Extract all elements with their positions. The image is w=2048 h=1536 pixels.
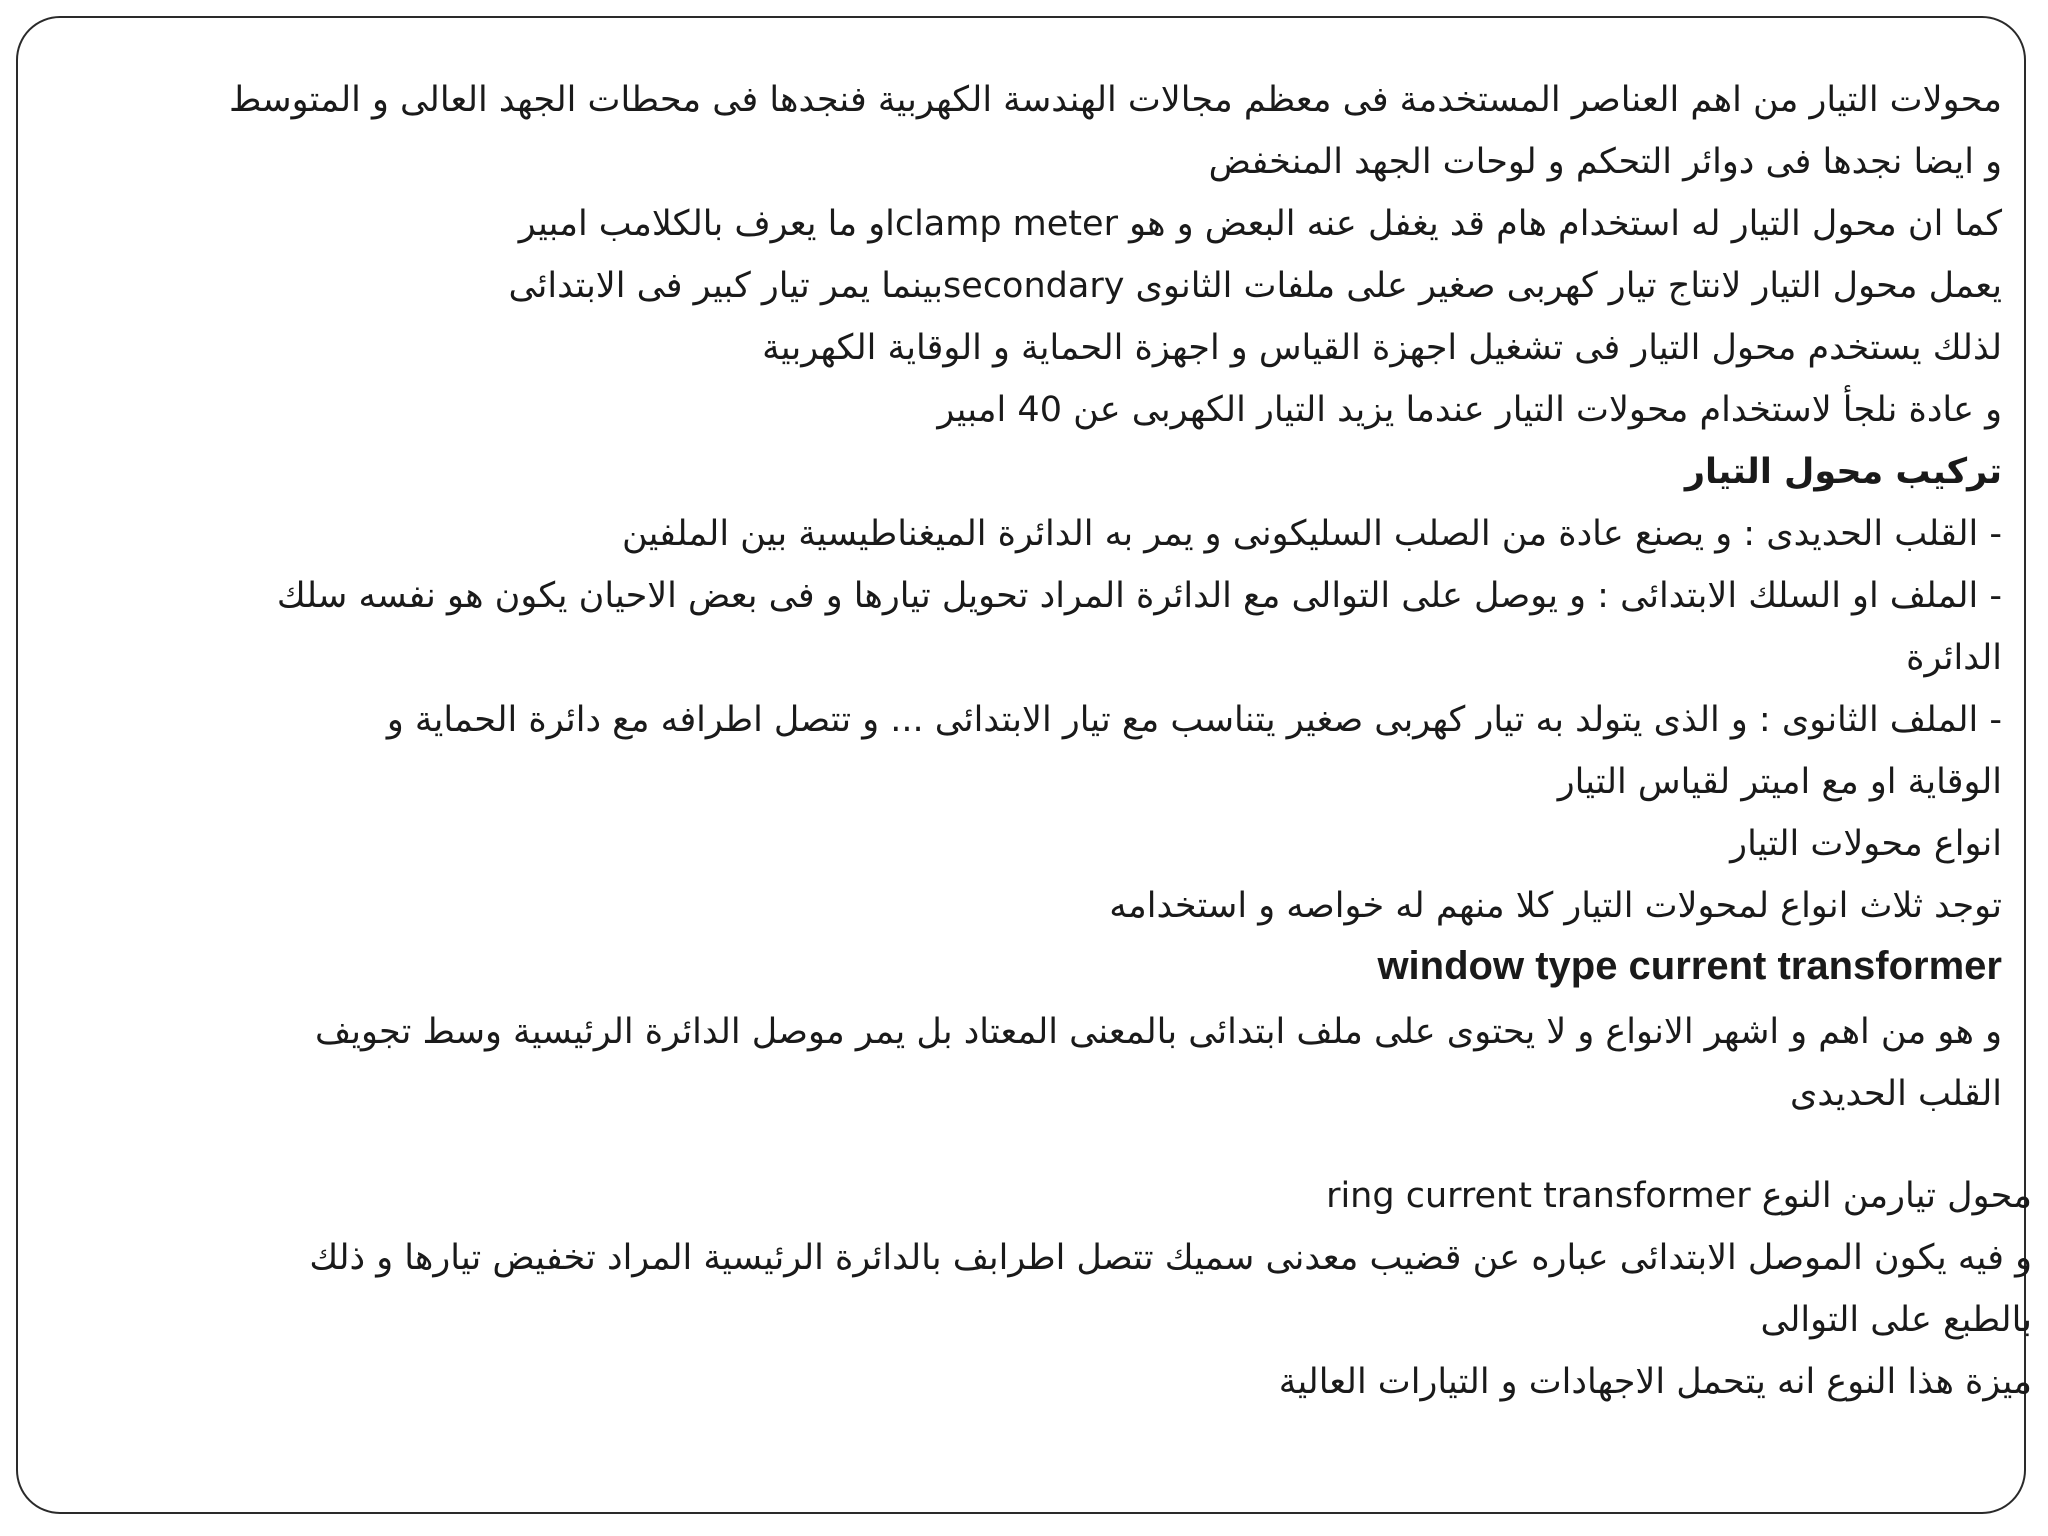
type-heading-window: window type current transformer [1377, 944, 2002, 988]
paragraph-line: و فيه يكون الموصل الابتدائى عباره عن قضيب معدنى سميك تتصل اطرابف بالدائرة الرئيسية المراد تخفيض تيارها و ذلك [309, 1238, 2032, 1278]
paragraph-line: ميزة هذا النوع انه يتحمل الاجهادات و التيارات العالية [1278, 1362, 2032, 1402]
paragraph-line: و هو من اهم و اشهر الانواع و لا يحتوى على ملف ابتدائى بالمعنى المعتاد بل يمر موصل الدائرة الرئيسية وسط تجويف [314, 1012, 2002, 1052]
list-item: - الملف او السلك الابتدائى : و يوصل على التوالى مع الدائرة المراد تحويل تيارها و فى بعض الاحيان يكون هو نفسه سلك [276, 576, 2002, 616]
list-item-continuation: الدائرة [1906, 638, 2002, 678]
paragraph-line: لذلك يستخدم محول التيار فى تشغيل اجهزة القياس و اجهزة الحماية و الوقاية الكهربية [762, 328, 2002, 368]
paragraph-line: القلب الحديدى [1789, 1074, 2002, 1114]
list-item: - الملف الثانوى : و الذى يتولد به تيار كهربى صغير يتناسب مع تيار الابتدائى ... و تتصل اطرافه مع دائرة الحماية و [386, 700, 2002, 740]
paragraph-line: و ايضا نجدها فى دوائر التحكم و لوحات الجهد المنخفض [1208, 142, 2002, 182]
paragraph-line: يعمل محول التيار لانتاج تيار كهربى صغير على ملفات الثانوى secondaryبينما يمر تيار كبير فى الابتدائى [508, 266, 2002, 306]
paragraph-line: توجد ثلاث انواع لمحولات التيار كلا منهم له خواصه و استخدامه [1109, 886, 2002, 926]
paragraph-line: كما ان محول التيار له استخدام هام قد يغفل عنه البعض و هو clamp meterاو ما يعرف بالكلامب امبير [518, 204, 2002, 244]
paragraph-line: بالطبع على التوالى [1760, 1300, 2032, 1340]
paragraph-line: محولات التيار من اهم العناصر المستخدمة فى معظم مجالات الهندسة الكهربية فنجدها فى محطات الجهد العالى و المتوسط [229, 80, 2002, 120]
subheading: انواع محولات التيار [1730, 824, 2002, 864]
paragraph-line: و عادة نلجأ لاستخدام محولات التيار عندما يزيد التيار الكهربى عن 40 امبير [937, 390, 2002, 430]
list-item: - القلب الحديدى : و يصنع عادة من الصلب السليكونى و يمر به الدائرة الميغناطيسية بين الملفين [621, 514, 2002, 554]
section-heading: تركيب محول التيار [1684, 452, 2002, 492]
type-heading-ring: محول تيارمن النوع ring current transformer [1326, 1176, 2032, 1216]
list-item-continuation: الوقاية او مع اميتر لقياس التيار [1557, 762, 2002, 802]
